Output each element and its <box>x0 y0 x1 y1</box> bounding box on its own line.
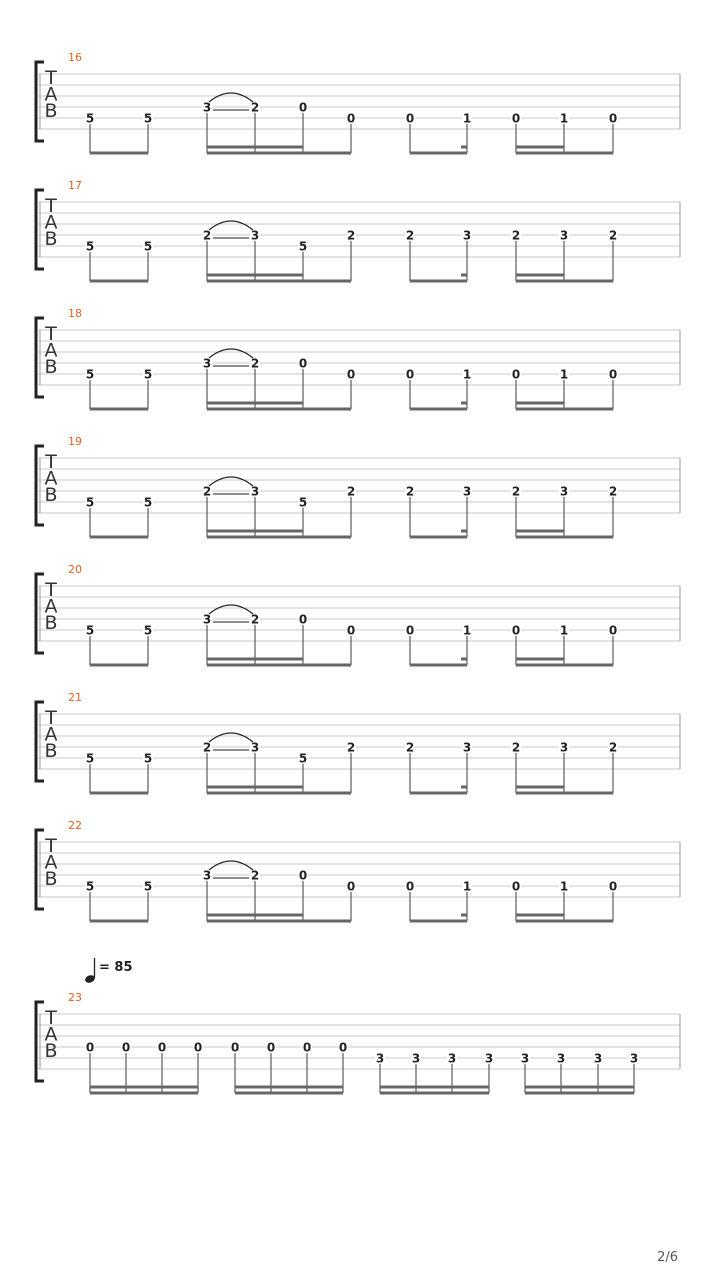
fret-number: 0 <box>193 1040 203 1055</box>
fret-number: 0 <box>405 111 415 126</box>
fret-number: 2 <box>250 100 260 115</box>
fret-number: 0 <box>298 100 308 115</box>
fret-number: 2 <box>346 484 356 499</box>
slur <box>209 349 253 358</box>
tab-clef-letter: T <box>45 67 57 89</box>
tab-system-20 <box>36 563 680 665</box>
fret-number: 2 <box>202 228 212 243</box>
tab-clef-letter: T <box>45 323 57 345</box>
measure-number: 21 <box>68 691 82 704</box>
tab-clef-letter: A <box>44 595 58 618</box>
fret-number: 2 <box>608 228 618 243</box>
fret-number: 1 <box>559 879 569 894</box>
fret-number: 5 <box>143 239 153 254</box>
fret-number: 1 <box>462 623 472 638</box>
fret-number: 0 <box>511 367 521 382</box>
fret-number: 0 <box>302 1040 312 1055</box>
fret-number: 2 <box>511 484 521 499</box>
fret-number: 2 <box>405 740 415 755</box>
fret-number: 3 <box>202 356 212 371</box>
slur <box>209 605 253 614</box>
fret-number: 0 <box>608 111 618 126</box>
fret-number: 0 <box>405 367 415 382</box>
measure-number: 18 <box>68 307 82 320</box>
tab-system-22 <box>36 819 680 921</box>
tab-clef-letter: B <box>44 868 58 890</box>
fret-number: 1 <box>559 111 569 126</box>
fret-number: 5 <box>143 879 153 894</box>
fret-number: 1 <box>559 623 569 638</box>
fret-number: 5 <box>85 239 95 254</box>
fret-number: 5 <box>85 623 95 638</box>
fret-number: 0 <box>338 1040 348 1055</box>
fret-number: 2 <box>608 484 618 499</box>
fret-number: 5 <box>85 367 95 382</box>
fret-number: 0 <box>346 879 356 894</box>
tab-clef-letter: B <box>44 100 58 122</box>
fret-number: 3 <box>462 484 472 499</box>
fret-number: 3 <box>484 1051 494 1066</box>
fret-number: 5 <box>143 751 153 766</box>
fret-number: 3 <box>250 228 260 243</box>
fret-number: 5 <box>85 751 95 766</box>
fret-number: 2 <box>405 228 415 243</box>
fret-number: 2 <box>202 484 212 499</box>
fret-number: 0 <box>298 356 308 371</box>
tab-clef-letter: B <box>44 356 58 378</box>
measure-number: 20 <box>68 563 82 576</box>
fret-number: 1 <box>462 879 472 894</box>
fret-number: 3 <box>202 100 212 115</box>
fret-number: 3 <box>202 612 212 627</box>
measure-number: 16 <box>68 51 82 64</box>
tab-clef-letter: T <box>45 579 57 601</box>
tab-system-16 <box>36 51 680 153</box>
slur <box>209 221 253 230</box>
fret-number: 5 <box>298 239 308 254</box>
fret-number: 0 <box>230 1040 240 1055</box>
fret-number: 0 <box>511 111 521 126</box>
fret-number: 3 <box>462 228 472 243</box>
fret-number: 5 <box>143 623 153 638</box>
fret-number: 3 <box>629 1051 639 1066</box>
fret-number: 3 <box>462 740 472 755</box>
fret-number: 3 <box>411 1051 421 1066</box>
fret-number: 3 <box>559 228 569 243</box>
tab-system-17 <box>36 179 680 281</box>
fret-number: 3 <box>556 1051 566 1066</box>
tab-clef-letter: T <box>45 835 57 857</box>
tab-clef-letter: B <box>44 612 58 634</box>
slur <box>209 733 253 742</box>
tab-system-21 <box>36 691 680 793</box>
fret-number: 5 <box>298 495 308 510</box>
fret-number: 3 <box>559 740 569 755</box>
tab-clef-letter: A <box>44 723 58 746</box>
fret-number: 0 <box>608 879 618 894</box>
fret-number: 1 <box>462 111 472 126</box>
fret-number: 2 <box>250 356 260 371</box>
fret-number: 0 <box>266 1040 276 1055</box>
fret-number: 5 <box>85 111 95 126</box>
tempo-marking <box>84 958 132 984</box>
fret-number: 2 <box>250 612 260 627</box>
fret-number: 2 <box>405 484 415 499</box>
fret-number: 3 <box>593 1051 603 1066</box>
fret-number: 0 <box>405 623 415 638</box>
tab-clef-letter: A <box>44 851 58 874</box>
slur <box>209 861 253 870</box>
fret-number: 2 <box>346 228 356 243</box>
tab-clef-letter: A <box>44 339 58 362</box>
fret-number: 1 <box>462 367 472 382</box>
fret-number: 5 <box>143 111 153 126</box>
fret-number: 0 <box>298 868 308 883</box>
tab-clef-letter: A <box>44 211 58 234</box>
tab-clef-letter: T <box>45 1007 57 1029</box>
fret-number: 0 <box>511 623 521 638</box>
tab-system-18 <box>36 307 680 409</box>
fret-number: 0 <box>298 612 308 627</box>
tempo-value: = 85 <box>99 960 133 975</box>
fret-number: 3 <box>250 740 260 755</box>
fret-number: 3 <box>559 484 569 499</box>
fret-number: 0 <box>608 367 618 382</box>
measure-number: 19 <box>68 435 82 448</box>
tab-clef-letter: B <box>44 228 58 250</box>
fret-number: 0 <box>346 111 356 126</box>
measure-number: 23 <box>68 991 82 1004</box>
fret-number: 5 <box>85 495 95 510</box>
fret-number: 0 <box>85 1040 95 1055</box>
fret-number: 1 <box>559 367 569 382</box>
fret-number: 5 <box>143 495 153 510</box>
fret-number: 3 <box>447 1051 457 1066</box>
fret-number: 5 <box>85 879 95 894</box>
fret-number: 3 <box>250 484 260 499</box>
fret-number: 5 <box>298 751 308 766</box>
measure-number: 22 <box>68 819 82 832</box>
tab-clef-letter: T <box>45 451 57 473</box>
slur <box>209 93 253 102</box>
fret-number: 0 <box>346 623 356 638</box>
fret-number: 2 <box>346 740 356 755</box>
fret-number: 3 <box>375 1051 385 1066</box>
fret-number: 0 <box>608 623 618 638</box>
tab-clef-letter: T <box>45 195 57 217</box>
tab-system-23 <box>36 991 680 1093</box>
fret-number: 3 <box>202 868 212 883</box>
fret-number: 0 <box>405 879 415 894</box>
fret-number: 0 <box>346 367 356 382</box>
tab-clef-letter: B <box>44 1040 58 1062</box>
tab-clef-letter: A <box>44 83 58 106</box>
measure-number: 17 <box>68 179 82 192</box>
slur <box>209 477 253 486</box>
tab-clef-letter: A <box>44 467 58 490</box>
fret-number: 0 <box>511 879 521 894</box>
tab-clef-letter: A <box>44 1023 58 1046</box>
fret-number: 2 <box>250 868 260 883</box>
tab-clef-letter: T <box>45 707 57 729</box>
tab-system-19 <box>36 435 680 537</box>
fret-number: 0 <box>157 1040 167 1055</box>
fret-number: 3 <box>520 1051 530 1066</box>
fret-number: 2 <box>511 740 521 755</box>
fret-number: 2 <box>511 228 521 243</box>
tab-clef-letter: B <box>44 484 58 506</box>
tab-clef-letter: B <box>44 740 58 762</box>
fret-number: 2 <box>608 740 618 755</box>
fret-number: 0 <box>121 1040 131 1055</box>
fret-number: 5 <box>143 367 153 382</box>
page-number: 2/6 <box>657 1250 678 1265</box>
fret-number: 2 <box>202 740 212 755</box>
